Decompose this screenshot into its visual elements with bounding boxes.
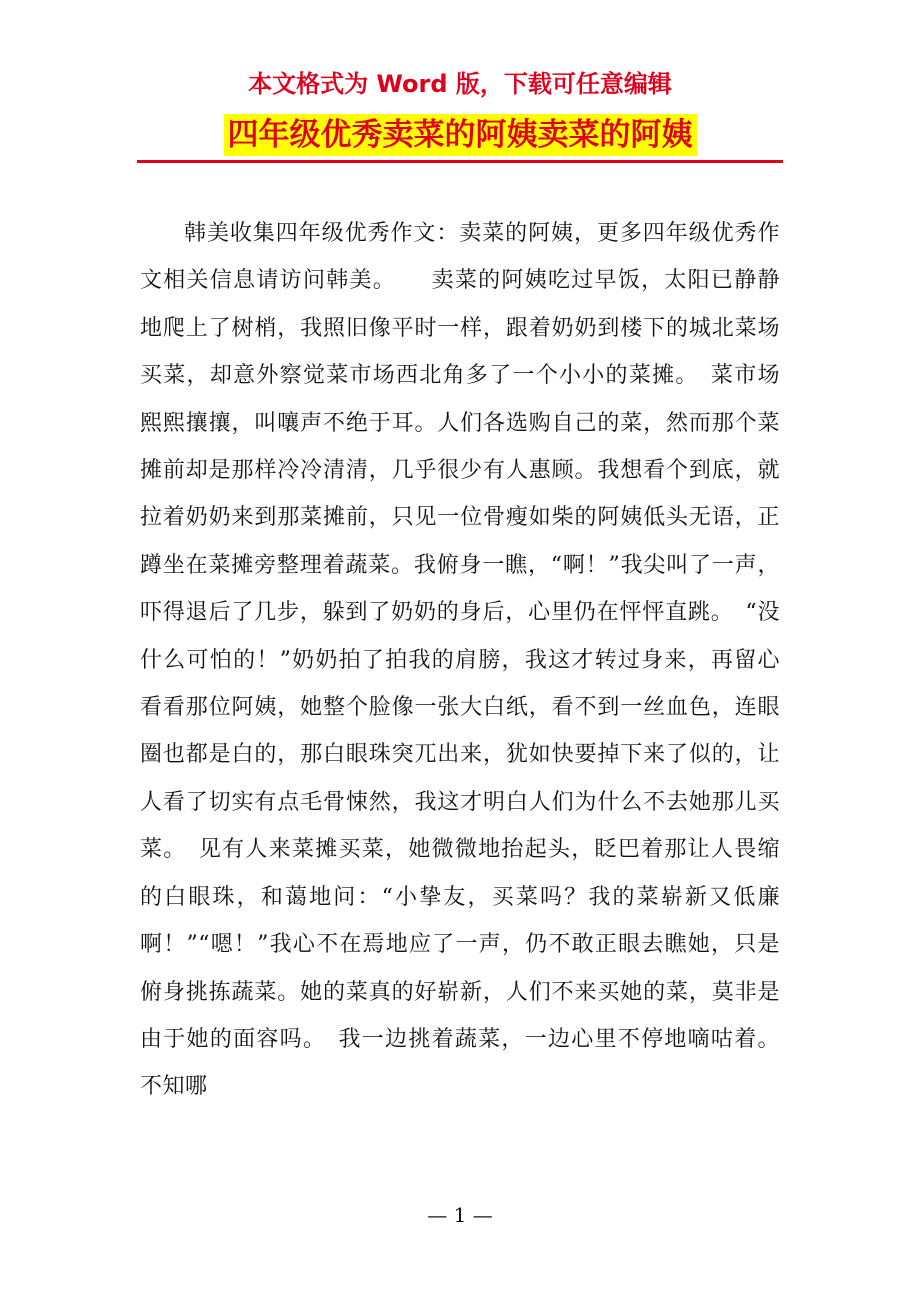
page-number: — 1 — (427, 1203, 493, 1227)
title-divider (137, 160, 783, 163)
title-container (0, 114, 920, 156)
document-title: 四年级优秀卖菜的阿姨卖菜的阿姨 (224, 114, 697, 156)
format-notice: 本文格式为 Word 版，下载可任意编辑 (248, 70, 672, 98)
body-paragraph: 韩美收集四年级优秀作文：卖菜的阿姨，更多四年级优秀作文相关信息请访问韩美。 卖菜的阿姨吃过早饭，太阳已静静地爬上了树梢，我照旧像平时一样，跟着奶奶到楼下的城北菜场买菜，却意外察觉菜市场西北角多了一个小小的菜摊。 菜市场熙熙攘攘，叫嚷声不绝于耳。人们各选购自己的菜，然而那个菜摊前却是那样冷冷清清，几乎很少有人惠顾。我想看个到底，就拉着奶奶来到那菜摊前，只见一位骨瘦如柴的阿姨低头无语，正蹲坐在菜摊旁整理着蔬菜。我俯身一瞧，“啊！”我尖叫了一声，吓得退后了几步，躲到了奶奶的身后，心里仍在怦怦直跳。 “没什么可怕的！”奶奶拍了拍我的肩膀，我这才转过身来，再留心看看那位阿姨，她整个脸像一张大白纸，看不到一丝血色，连眼圈也都是白的，那白眼珠突兀出来，犹如快要掉下来了似的，让人看了切实有点毛骨悚然，我这才明白人们为什么不去她那儿买菜。 见有人来菜摊买菜，她微微地抬起头，眨巴着那让人畏缩的白眼珠，和蔼地问：“小挚友，买菜吗？我的菜崭新又低廉啊！”“嗯！”我心不在焉地应了一声，仍不敢正眼去瞧她，只是俯身挑拣蔬菜。她的菜真的好崭新，人们不来买她的菜，莫非是由于她的面容吗。 我一边挑着蔬菜，一边心里不停地嘀咕着。不知哪 (140, 221, 780, 1100)
